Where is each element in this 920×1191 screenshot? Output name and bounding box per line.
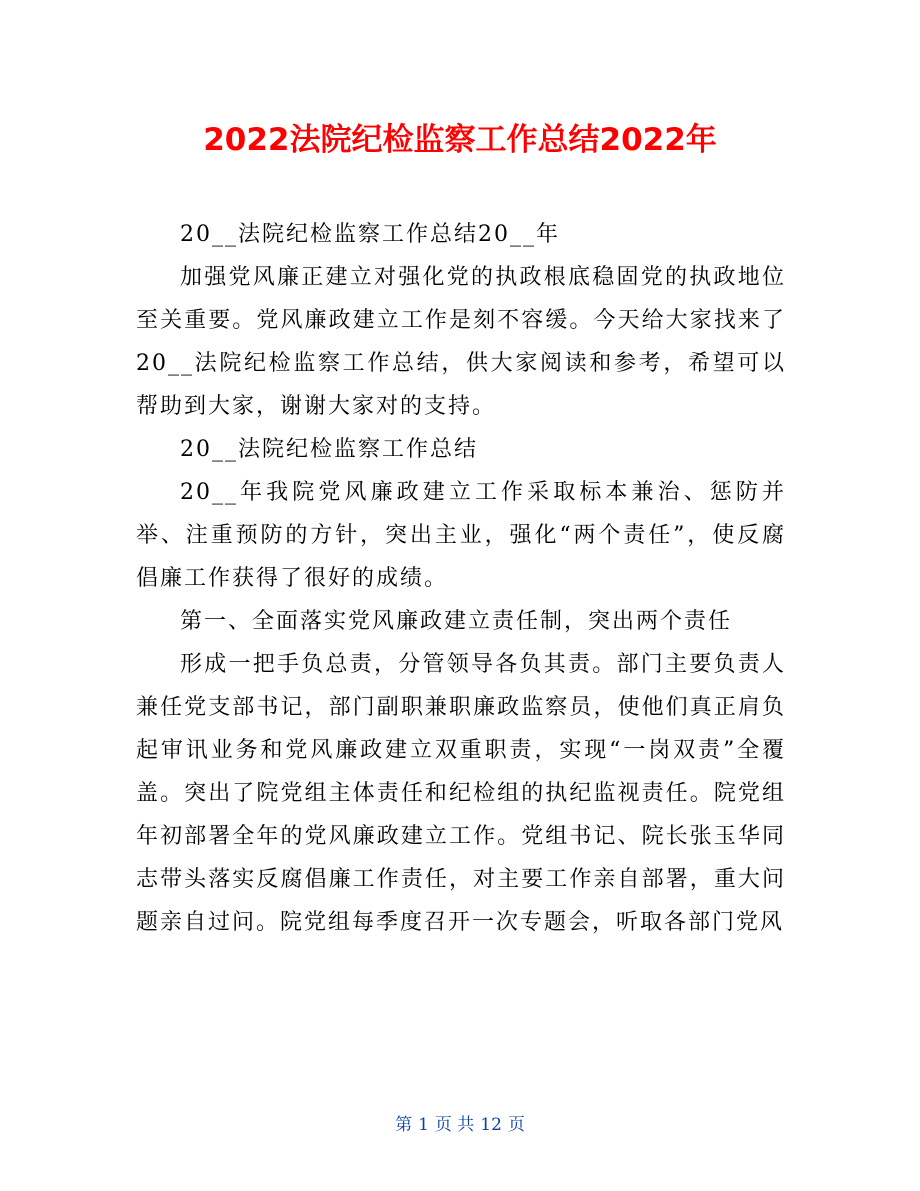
paragraph-heading: 20__法院纪检监察工作总结 [180,437,478,462]
paragraph-overview: 20__年我院党风廉政建立工作采取标本兼治、惩防并举、注重预防的方针，突出主业，强化“两个责任”，使反腐倡廉工作获得了很好的成绩。 [136,480,786,591]
document-title: 2022法院纪检监察工作总结2022年 [203,122,717,158]
paragraph-subtitle: 20__法院纪检监察工作总结20__年 [180,222,560,247]
footer-suffix: 页 [507,1115,525,1135]
paragraph-intro: 加强党风廉正建立对强化党的执政根底稳固党的执政地位至关重要。党风廉政建立工作是刻不容缓。今天给大家找来了20__法院纪检监察工作总结，供大家阅读和参考，希望可以帮助到大家，谢谢大家对的支持。 [136,265,786,419]
footer-total-pages: 12 [480,1115,502,1135]
document-body [136,213,786,944]
footer-prefix: 第 [395,1115,413,1135]
section-heading-1: 第一、全面落实党风廉政建立责任制，突出两个责任 [180,609,733,634]
footer-middle: 页 共 [434,1115,475,1135]
footer-page-number: 1 [418,1115,429,1135]
page-footer [0,1112,920,1138]
paragraph-section-1: 形成一把手负总责，分管领导各负其责。部门主要负责人兼任党支部书记，部门副职兼职廉政监察员，使他们真正肩负起审讯业务和党风廉政建立双重职责，实现“一岗双责”全覆盖。突出了院党组主体责任和纪检组的执纪监视责任。院党组年初部署全年的党风廉政建立工作。党组书记、院长张玉华同志带头落实反腐倡廉工作责任，对主要工作亲自部署，重大问题亲自过问。院党组每季度召开一次专题会，听取各部门党风 [136,652,786,935]
